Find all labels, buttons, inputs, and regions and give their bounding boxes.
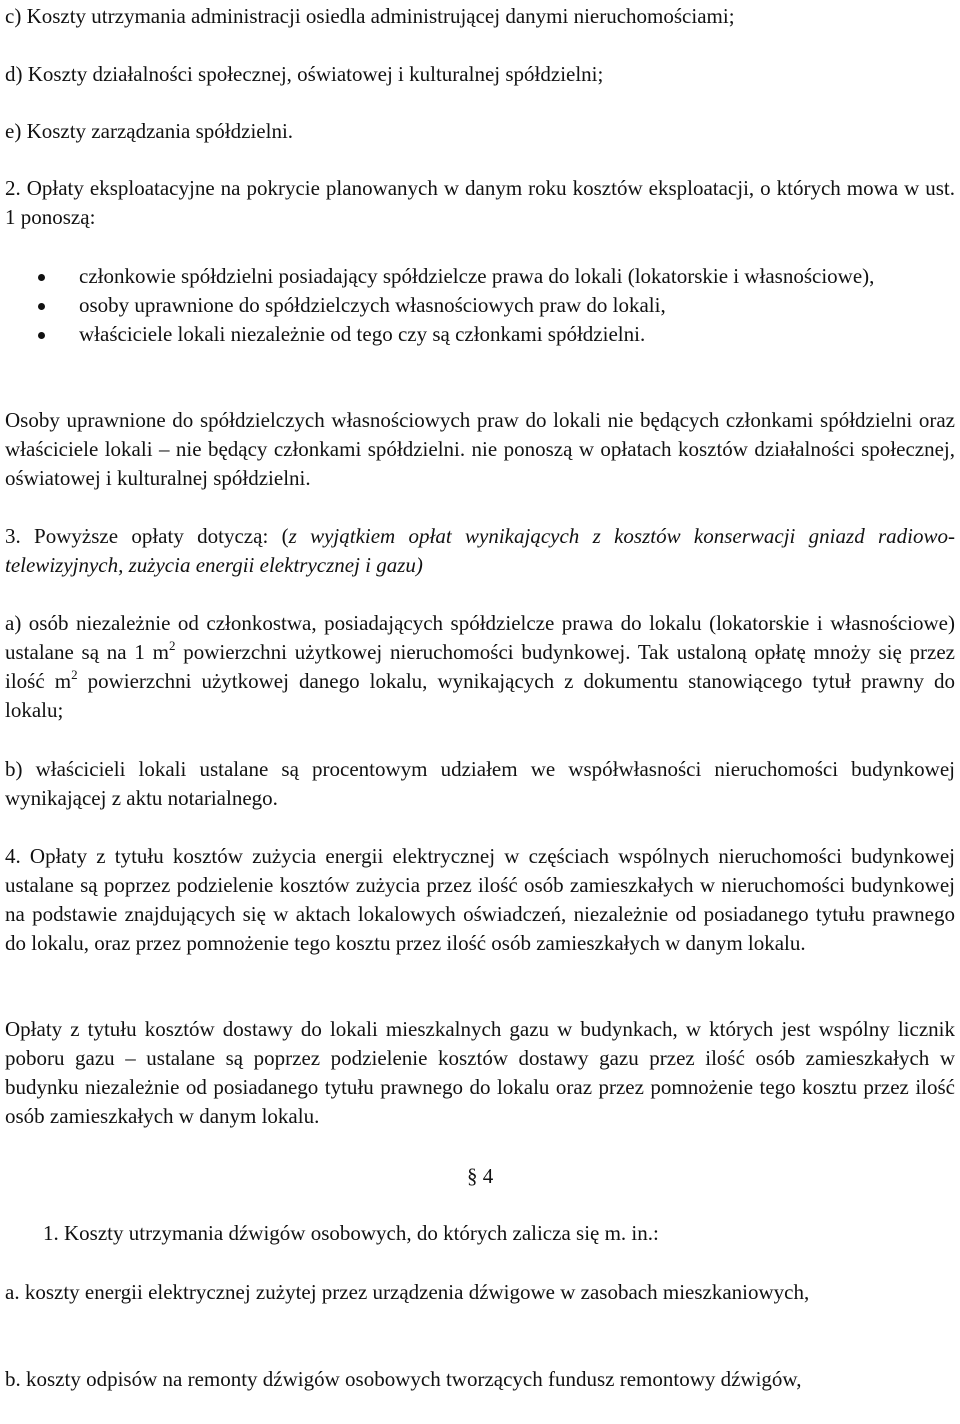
section-2-bullet-list <box>5 262 955 349</box>
paragraph-heading: § 4 <box>467 1164 494 1188</box>
paragraph-4-item-a: a. koszty energii elektrycznej zużytej przez urządzenia dźwigowe w zasobach mieszkaniowych, <box>5 1280 810 1304</box>
item-c: c) Koszty utrzymania administracji osiedla administrującej danymi nieruchomościami; <box>5 4 735 28</box>
section-3-item-b: b) właścicieli lokali ustalane są procentowym udziałem we współwłasności nieruchomości budynkowej wynikającej z aktu notarialnego. <box>5 757 955 810</box>
item-e: e) Koszty zarządzania spółdzielni. <box>5 119 294 143</box>
item-d: d) Koszty działalności społecznej, oświatowej i kulturalnej spółdzielni; <box>5 62 604 86</box>
bullet-icon <box>38 274 45 281</box>
section-3-lead: 3. Powyższe opłaty dotyczą: (z wyjątkiem opłat wynikających z kosztów konserwacji gniazd radiowo-telewizyjnych, zużycia energii elektrycznej i gazu) <box>5 524 956 577</box>
section-2-paragraph: 2. Opłaty eksploatacyjne na pokrycie planowanych w danym roku kosztów eksploatacji, o których mowa w ust. 1 ponoszą: <box>5 176 955 229</box>
section-4-gas-paragraph: Opłaty z tytułu kosztów dostawy do lokali mieszkalnych gazu w budynkach, w których jest wspólny licznik poboru gazu – ustalane są poprzez podzielenie kosztów dostawy gazu przez ilość osób zamieszkałych w budynku niezależnie od posiadanego tytułu prawnego do lokalu oraz przez pomnożenie tego kosztu przez ilość osób zamieszkałych w danym lokalu. <box>5 1017 955 1128</box>
section-4-paragraph: 4. Opłaty z tytułu kosztów zużycia energii elektrycznej w częściach wspólnych nieruchomości budynkowej ustalane są poprzez podzielenie kosztów zużycia przez ilość osób zamieszkałych w nieruchomości budynkowej na podstawie znajdujących się w aktach lokalowych oświadczeń, niezależnie od posiadanego tytułu prawnego do lokalu, oraz przez pomnożenie tego kosztu przez ilość osób zamieszkałych w danym lokalu. <box>5 844 955 955</box>
section-3-item-a: a) osób niezależnie od członkostwa, posiadających spółdzielcze prawa do lokalu (lokatorskie i własnościowe) ustalane są na 1 $m^2$ powierzchni użytkowej nieruchomości budynkowej. Tak ustaloną opłatę mnoży się przez ilość $m^2$ powierzchni użytkowej danego lokalu, wynikających z dokumentu stanowiącego tytuł prawny do lokalu; <box>5 611 955 722</box>
paragraph-4-item-b: b. koszty odpisów na remonty dźwigów osobowych tworzących fundusz remontowy dźwigów, <box>5 1367 802 1391</box>
paragraph-4-item-1: 1. Koszty utrzymania dźwigów osobowych, do których zalicza się m. in.: <box>43 1221 659 1245</box>
section-2-note: Osoby uprawnione do spółdzielczych własnościowych praw do lokali nie będących członkami spółdzielni oraz właściciele lokali – nie będący członkami spółdzielni. nie ponoszą w opłatach kosztów działalności społecznej, oświatowej i kulturalnej spółdzielni. <box>5 408 955 490</box>
bullet-icon <box>38 303 45 310</box>
bullet-item: osoby uprawnione do spółdzielczych własnościowych praw do lokali, <box>5 291 955 320</box>
bullet-icon <box>38 332 45 339</box>
bullet-item: członkowie spółdzielni posiadający spółdzielcze prawa do lokali (lokatorskie i własnościowe), <box>5 262 955 291</box>
bullet-item: właściciele lokali niezależnie od tego czy są członkami spółdzielni. <box>5 320 955 349</box>
